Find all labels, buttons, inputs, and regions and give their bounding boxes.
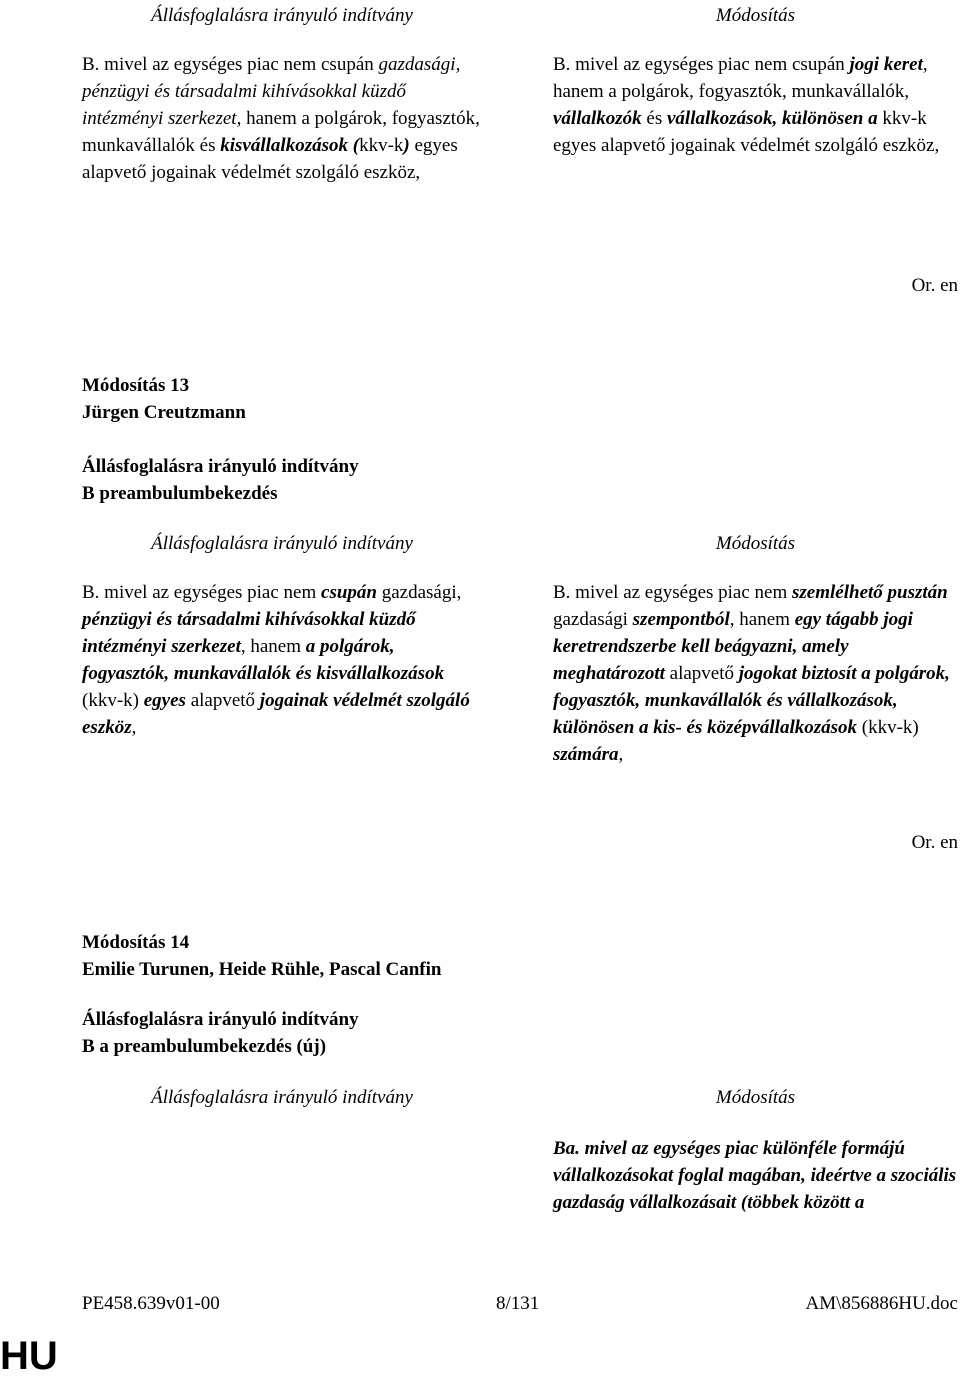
- amendment-author: Emilie Turunen, Heide Rühle, Pascal Canfin: [82, 959, 442, 980]
- language-code: HU: [0, 1334, 58, 1378]
- amended-text-paragraph: Ba. mivel az egységes piac különféle formájú vállalkozásokat foglal magában, ideértve a szociális gazdaság vállalkozásait (többek között a: [553, 1138, 957, 1213]
- original-language: Or. en: [911, 832, 958, 853]
- section-reference: B a preambulumbekezdés (új): [82, 1036, 327, 1057]
- footer-page-number: 8/131: [496, 1293, 540, 1314]
- amendment-number: Módosítás 14: [82, 932, 190, 953]
- amendment-number: Módosítás 13: [82, 375, 190, 396]
- document-type: Állásfoglalásra irányuló indítvány: [82, 456, 359, 477]
- footer-file-name: AM\856886HU.doc: [805, 1293, 958, 1314]
- left-column-header: Állásfoglalásra irányuló indítvány: [151, 1087, 413, 1108]
- original-language: Or. en: [911, 275, 958, 296]
- right-column-header: Módosítás: [715, 533, 796, 554]
- section-reference: B preambulumbekezdés: [82, 483, 278, 504]
- left-column-header: Állásfoglalásra irányuló indítvány: [151, 533, 413, 554]
- amended-text-paragraph: B. mivel az egységes piac nem szemlélhető pusztán gazdasági szempontból, hanem egy tágabb jogi keretrendszerbe kell beágyazni, amely meghatározott alapvető jogokat biztosít a polgárok, fogyasztók, munkavállalók és vállalkozások, különösen a kis- és középvállalkozások (kkv-k) számára,: [553, 582, 950, 765]
- left-column-header: Állásfoglalásra irányuló indítvány: [151, 5, 413, 26]
- amended-text-paragraph: B. mivel az egységes piac nem csupán jogi keret, hanem a polgárok, fogyasztók, munkavállalók, vállalkozók és vállalkozások, különösen a kkv-k egyes alapvető jogainak védelmét szolgáló eszköz,: [553, 54, 940, 156]
- document-type: Állásfoglalásra irányuló indítvány: [82, 1009, 359, 1030]
- right-column-header: Módosítás: [715, 1087, 796, 1108]
- original-text-paragraph: B. mivel az egységes piac nem csupán gazdasági, pénzügyi és társadalmi kihívásokkal küzdő intézményi szerkezet, hanem a polgárok, fogyasztók, munkavállalók és kisvállalkozások (kkv-k) egyes alapvető jogainak védelmét szolgáló eszköz,: [82, 582, 470, 738]
- original-text-paragraph: B. mivel az egységes piac nem csupán gazdasági, pénzügyi és társadalmi kihívásokkal küzdő intézményi szerkezet, hanem a polgárok, fogyasztók, munkavállalók és kisvállalkozások (kkv-k) egyes alapvető jogainak védelmét szolgáló eszköz,: [82, 54, 480, 183]
- footer-document-reference: PE458.639v01-00: [82, 1293, 220, 1314]
- right-column-header: Módosítás: [715, 5, 796, 26]
- amendment-author: Jürgen Creutzmann: [82, 402, 246, 423]
